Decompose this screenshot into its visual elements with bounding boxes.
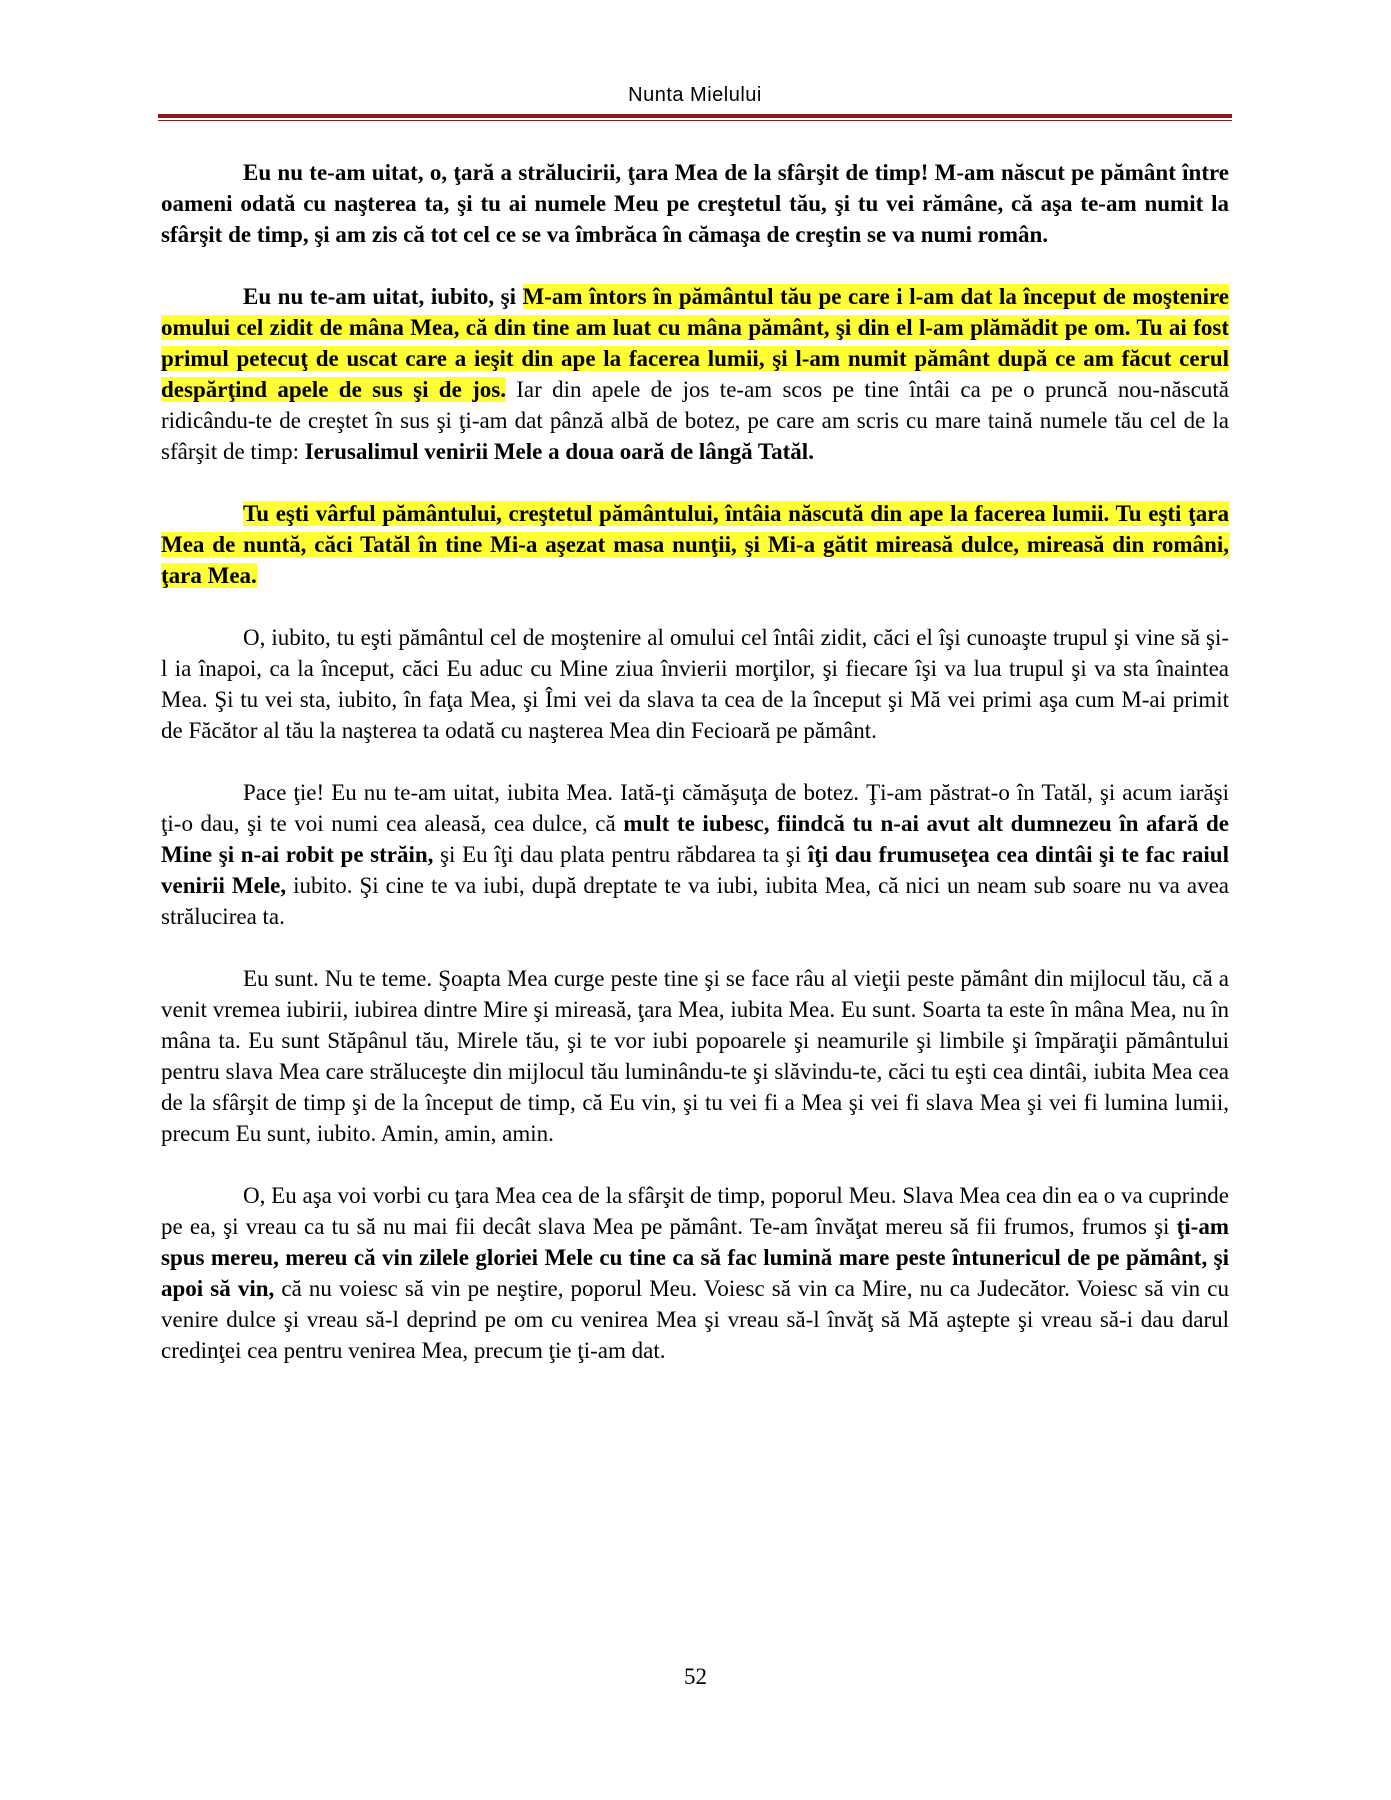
paragraph-7-part-2: că nu voiesc să vin pe neştire, poporul Meu. Voiesc să vin ca Mire, nu ca Judecător. Voiesc să vin cu venire dulce şi vreau să-l deprind pe om cu venirea Mea şi vreau să-l învăţ să Mă aştepte şi vreau să-i dau darul credinţei cea pentru venirea Mea, precum ţie ţi-am dat. <box>161 1276 1229 1363</box>
paragraph-2-lead: Eu nu te-am uitat, iubito, şi <box>243 284 523 309</box>
page-number: 52 <box>684 1664 707 1689</box>
paragraph-2-bold-end: Ierusalimul venirii Mele a doua oară de lângă Tatăl. <box>304 439 814 464</box>
paragraph-7-bold: ţi-am spus mereu, mereu că vin zilele gloriei Mele cu tine ca să fac lumină mare peste întunericul de pe pământ, şi apoi să vin, <box>161 1214 1229 1301</box>
page-body <box>161 157 1229 1397</box>
header-rule-thick <box>158 114 1232 118</box>
paragraph-5 <box>161 777 1229 932</box>
paragraph-4: O, iubito, tu eşti pământul cel de moştenire al omului cel întâi zidit, căci el îşi cunoaşte trupul şi vine să şi-l ia înapoi, ca la început, căci Eu aduc cu Mine ziua învierii morţilor, şi fiecare îşi va lua trupul şi va sta înaintea Mea. Şi tu vei sta, iubito, în faţa Mea, şi Îmi vei da slava ta cea de la început şi Mă vei primi aşa cum M-ai primit de Făcător al tău la naşterea ta odată cu naşterea Mea din Fecioară pe pământ. <box>161 625 1229 743</box>
header-rule-thin <box>158 120 1232 121</box>
paragraph-1: Eu nu te-am uitat, o, ţară a strălucirii, ţara Mea de la sfârşit de timp! M-am născut pe pământ între oameni odată cu naşterea ta, şi tu ai numele Meu pe creştetul tău, şi tu vei rămâne, că aşa te-am numit la sfârşit de timp, şi am zis că tot cel ce se va îmbrăca în cămaşa de creştin se va numi român. <box>161 160 1229 247</box>
paragraph-3-highlight: Tu eşti vârful pământului, creştetul pământului, întâia născută din ape la facerea lumii. Tu eşti ţara Mea de nuntă, căci Tatăl în tine Mi-a aşezat masa nunţii, şi Mi-a gătit mireasă dulce, mireasă din români, ţara Mea. <box>161 501 1229 588</box>
paragraph-5-part-2: şi Eu îţi dau plata pentru răbdarea ta şi <box>433 842 808 867</box>
paragraph-6: Eu sunt. Nu te teme. Şoapta Mea curge peste tine şi se face râu al vieţii peste pământ din mijlocul tău, că a venit vremea iubirii, iubirea dintre Mire şi mireasă, ţara Mea, iubita Mea. Eu sunt. Soarta ta este în mâna Mea, nu în mâna ta. Eu sunt Stăpânul tău, Mirele tău, şi te vor iubi popoarele şi neamurile şi limbile şi împăraţii pământului pentru slava Mea care străluceşte din mijlocul tău luminându-te şi slăvindu-te, căci tu eşti cea dintâi, iubita Mea cea de la sfârşit de timp şi de la început de timp, că Eu vin, şi tu vei fi a Mea şi vei fi slava Mea şi vei fi lumina lumii, precum Eu sunt, iubito. Amin, amin, amin. <box>161 966 1229 1146</box>
paragraph-5-part-1: Pace ţie! Eu nu te-am uitat, iubita Mea. Iată-ţi cămăşuţa de botez. Ţi-am păstrat-o în Tatăl, şi acum iarăşi ţi-o dau, şi te voi numi cea aleasă, cea dulce, că <box>161 780 1229 836</box>
paragraph-2 <box>161 281 1229 467</box>
paragraph-5-part-3: iubito. Şi cine te va iubi, după dreptate te va iubi, iubita Mea, că nici un neam sub soare nu va avea strălucirea ta. <box>161 873 1229 929</box>
paragraph-5-bold-2: îţi dau frumuseţea cea dintâi şi te fac raiul venirii Mele, <box>161 842 1229 898</box>
paragraph-2-highlight: M-am întors în pământul tău pe care i l-am dat la început de moştenire omului cel zidit de mâna Mea, că din tine am luat cu mâna pământ, şi din el l-am plămădit pe om. Tu ai fost primul petecuţ de uscat care a ieşit din ape la facerea lumii, şi l-am numit pământ după ce am făcut cerul despărţind apele de sus şi de jos. <box>161 284 1229 402</box>
paragraph-3 <box>161 498 1229 591</box>
running-header-title: Nunta Mielului <box>628 84 762 106</box>
paragraph-5-bold-1: mult te iubesc, fiindcă tu n-ai avut alt dumnezeu în afară de Mine şi n-ai robit pe străin, <box>161 811 1229 867</box>
paragraph-7-part-1: O, Eu aşa voi vorbi cu ţara Mea cea de la sfârşit de timp, poporul Meu. Slava Mea cea din ea o va cuprinde pe ea, şi vreau ca tu să nu mai fii decât slava Mea pe pământ. Te-am învăţat mereu să fii frumos, frumos şi <box>161 1183 1229 1239</box>
paragraph-2-regular: Iar din apele de jos te-am scos pe tine întâi ca pe o pruncă nou-născută ridicându-te de creştet în sus şi ţi-am dat pânză albă de botez, pe care am scris cu mare taină numele tău cel de la sfârşit de timp: <box>161 377 1229 464</box>
paragraph-7 <box>161 1180 1229 1366</box>
